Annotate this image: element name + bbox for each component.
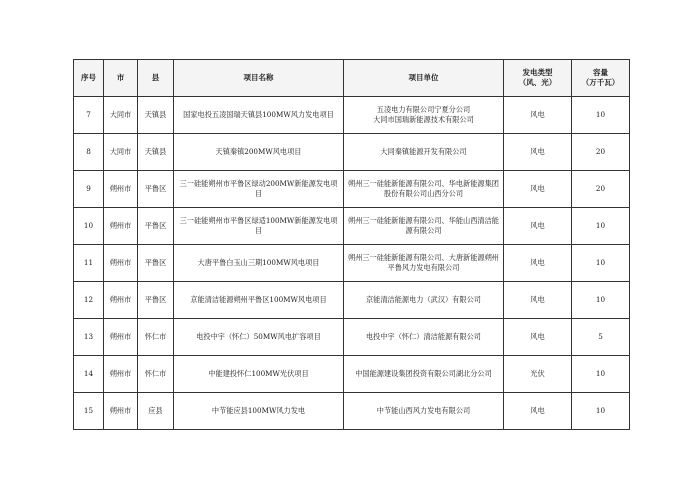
- cell-no: 7: [74, 97, 104, 134]
- cell-project-unit: 朔州三一硅能新能源有限公司、华能山西清洁能源有限公司: [344, 208, 504, 245]
- project-table: [73, 59, 630, 430]
- cell-project-unit-line: 大同市国瑞新能源技术有限公司: [373, 115, 474, 124]
- cell-project-unit: 大同秦镇能源开发有限公司: [344, 134, 504, 171]
- cell-capacity: 10: [572, 245, 630, 282]
- cell-county: 怀仁市: [138, 356, 174, 393]
- cell-project-name: 电投中宇（怀仁）50MW风电扩容项目: [174, 319, 344, 356]
- cell-project-name: 国家电投五凌国瑞天镇县100MW风力发电项目: [174, 97, 344, 134]
- table-row: [74, 134, 630, 171]
- cell-gen-type: 光伏: [504, 356, 572, 393]
- cell-capacity: 10: [572, 208, 630, 245]
- cell-no: 8: [74, 134, 104, 171]
- cell-project-name: 天镇秦镇200MW风电项目: [174, 134, 344, 171]
- cell-no: 10: [74, 208, 104, 245]
- cell-county: 平鲁区: [138, 208, 174, 245]
- cell-gen-type: 风电: [504, 171, 572, 208]
- cell-capacity: 10: [572, 282, 630, 319]
- table-row: [74, 282, 630, 319]
- header-capacity-line2: （万千瓦）: [581, 78, 620, 87]
- header-gen-type-line2: （风、光）: [518, 78, 557, 87]
- cell-project-unit: 朔州三一硅能新能源有限公司、大唐新能源朔州平鲁风力发电有限公司: [344, 245, 504, 282]
- cell-no: 14: [74, 356, 104, 393]
- table-row: [74, 356, 630, 393]
- header-no: 序号: [74, 60, 104, 97]
- table-row: [74, 245, 630, 282]
- cell-gen-type: 风电: [504, 319, 572, 356]
- cell-project-unit: [344, 97, 504, 134]
- cell-no: 13: [74, 319, 104, 356]
- cell-county: 天镇县: [138, 97, 174, 134]
- cell-project-name: 中能建投怀仁100MW光伏项目: [174, 356, 344, 393]
- cell-project-unit: 中国能源建设集团投资有限公司湖北分公司: [344, 356, 504, 393]
- cell-capacity: 20: [572, 171, 630, 208]
- cell-project-unit: 朔州三一硅能新能源有限公司、华电新能源集团股份有限公司山西分公司: [344, 171, 504, 208]
- cell-project-unit-line: 五凌电力有限公司宁夏分公司: [376, 105, 471, 114]
- cell-project-name: 京能清洁能源朔州平鲁区100MW风电项目: [174, 282, 344, 319]
- cell-county: 应县: [138, 393, 174, 430]
- cell-no: 15: [74, 393, 104, 430]
- cell-city: 朔州市: [104, 245, 138, 282]
- cell-county: 平鲁区: [138, 171, 174, 208]
- cell-no: 9: [74, 171, 104, 208]
- cell-project-unit: 中节能山西风力发电有限公司: [344, 393, 504, 430]
- header-county: 县: [138, 60, 174, 97]
- table-row: [74, 319, 630, 356]
- cell-no: 11: [74, 245, 104, 282]
- cell-city: 大同市: [104, 97, 138, 134]
- cell-capacity: 5: [572, 319, 630, 356]
- cell-gen-type: 风电: [504, 97, 572, 134]
- cell-capacity: 10: [572, 356, 630, 393]
- cell-city: 大同市: [104, 134, 138, 171]
- header-project-name: 项目名称: [174, 60, 344, 97]
- header-capacity: [572, 60, 630, 97]
- header-capacity-line1: 容量: [593, 68, 608, 77]
- cell-capacity: 10: [572, 97, 630, 134]
- table-row: [74, 393, 630, 430]
- cell-gen-type: 风电: [504, 208, 572, 245]
- cell-county: 平鲁区: [138, 282, 174, 319]
- cell-project-unit: 京能清洁能源电力（武汉）有限公司: [344, 282, 504, 319]
- cell-project-name: 三一硅能朔州市平鲁区绿动200MW新能源发电项目: [174, 171, 344, 208]
- cell-city: 朔州市: [104, 171, 138, 208]
- cell-project-unit: 电投中宇（怀仁）清洁能源有限公司: [344, 319, 504, 356]
- cell-gen-type: 风电: [504, 282, 572, 319]
- cell-capacity: 10: [572, 393, 630, 430]
- header-gen-type-line1: 发电类型: [522, 68, 553, 77]
- cell-no: 12: [74, 282, 104, 319]
- table-header-row: [74, 60, 630, 97]
- cell-project-name: 大唐平鲁白玉山三期100MW风电项目: [174, 245, 344, 282]
- cell-county: 怀仁市: [138, 319, 174, 356]
- cell-capacity: 20: [572, 134, 630, 171]
- table-row: [74, 171, 630, 208]
- cell-city: 朔州市: [104, 393, 138, 430]
- header-city: 市: [104, 60, 138, 97]
- cell-city: 朔州市: [104, 356, 138, 393]
- cell-city: 朔州市: [104, 282, 138, 319]
- cell-gen-type: 风电: [504, 393, 572, 430]
- header-project-unit: 项目单位: [344, 60, 504, 97]
- table-row: [74, 208, 630, 245]
- cell-city: 朔州市: [104, 319, 138, 356]
- cell-gen-type: 风电: [504, 134, 572, 171]
- cell-county: 天镇县: [138, 134, 174, 171]
- table-body: [74, 97, 630, 430]
- table-row: [74, 97, 630, 134]
- cell-county: 平鲁区: [138, 245, 174, 282]
- document-page: [73, 59, 629, 430]
- cell-gen-type: 风电: [504, 245, 572, 282]
- header-gen-type: [504, 60, 572, 97]
- cell-project-name: 三一硅能朔州市平鲁区绿适100MW新能源发电项目: [174, 208, 344, 245]
- cell-project-name: 中节能应县100MW风力发电: [174, 393, 344, 430]
- cell-city: 朔州市: [104, 208, 138, 245]
